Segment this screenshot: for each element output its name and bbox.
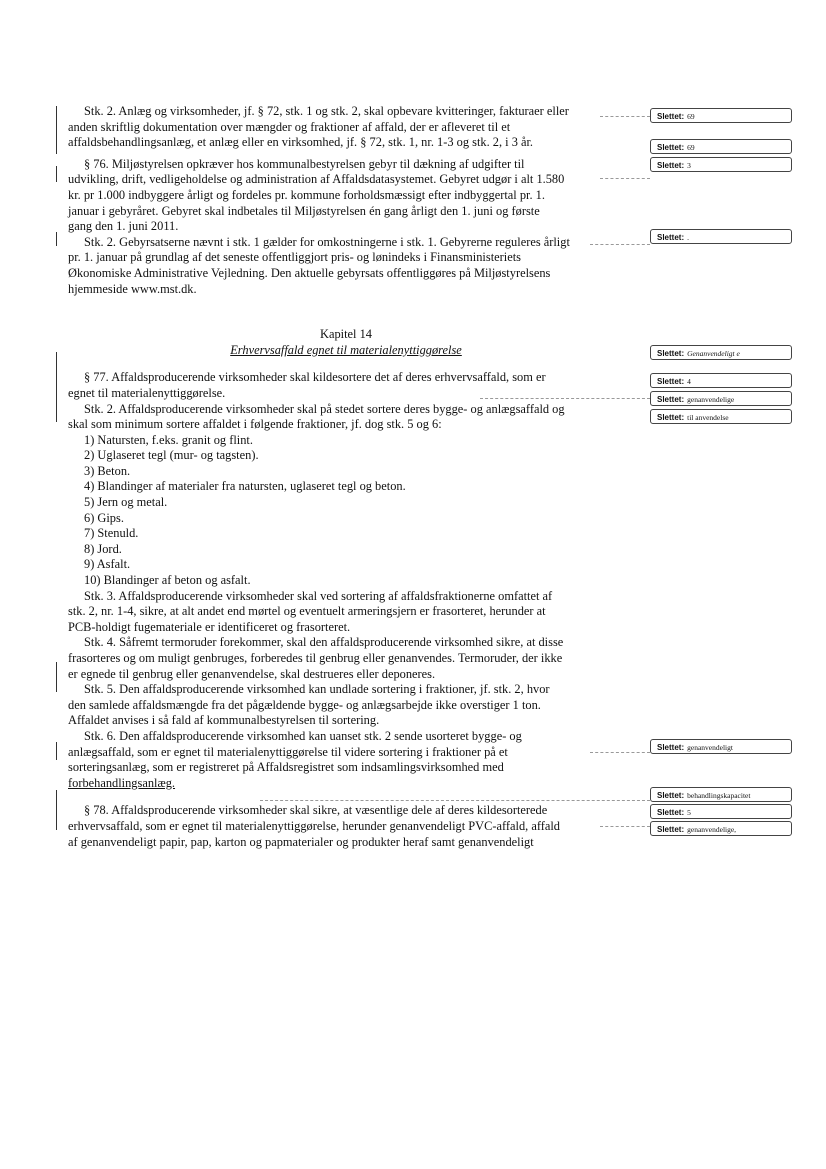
deletion-comment[interactable] (650, 157, 792, 172)
paragraph-line: den samlede affaldsmængde fra det pågældende bygge- og anlægsarbejde ikke overstiger 1 ton. (68, 697, 541, 712)
paragraph-line: Stk. 4. Såfremt termoruder forekommer, skal den affaldsproducerende virksomhed sikre, at disse (84, 635, 564, 650)
deletion-comment[interactable] (650, 409, 792, 424)
comment-connector (590, 244, 650, 245)
paragraph-line: Stk. 5. Den affaldsproducerende virksomhed kan undlade sortering i fraktioner, jf. stk. 2, hvor (84, 682, 550, 697)
paragraph-line: Stk. 2. Anlæg og virksomheder, jf. § 72, stk. 1 og stk. 2, skal opbevare kvitteringer, fakturaer eller (84, 104, 569, 118)
change-bar (56, 106, 57, 154)
comment-connector (600, 116, 650, 117)
paragraph-line: stk. 2, nr. 1-4, sikre, at alt andet end mørtel og eventuelt armeringsjern er frasorteret, herunder at (68, 604, 546, 619)
paragraph-line: skal som minimum sortere affaldet i følgende fraktioner, jf. dog stk. 5 og 6: (68, 417, 442, 432)
paragraph-line: § 77. Affaldsproducerende virksomheder skal kildesortere det af deres erhvervsaffald, som er (84, 370, 546, 385)
change-bar (56, 166, 57, 182)
fraction-item: 9) Asfalt. (84, 557, 131, 572)
deletion-comment[interactable] (650, 739, 792, 754)
comment-label: Slettet: (657, 112, 685, 121)
paragraph-line: anlægsaffald, som er egnet til materialenyttiggørelse til videre sortering i fraktioner på et (68, 744, 508, 759)
change-bar (56, 790, 57, 830)
paragraph-line: pr. 1. januar på grundlag af det seneste offentliggjort pris- og lønindeks i Finansministeriets (68, 250, 521, 265)
comment-value: 5 (687, 808, 691, 817)
paragraph-line: anden skriftlig dokumentation over mængder og fraktioner af affald, der er afleveret til et (68, 119, 511, 134)
paragraph-line: § 76. Miljøstyrelsen opkræver hos kommunalbestyrelsen gebyr til dækning af udgifter til (84, 156, 525, 171)
comment-label: Slettet: (657, 349, 685, 358)
deletion-comment[interactable] (650, 787, 792, 802)
comment-connector (600, 178, 650, 179)
fraction-item: 8) Jord. (84, 541, 122, 556)
paragraph-line: affaldsbehandlingsanlæg, et anlæg eller en virksomhed, jf. § 72, stk. 1, nr. 1-3 og stk. 2, i 3 år. (68, 135, 534, 150)
comment-connector (260, 800, 650, 801)
deletion-comment[interactable] (650, 108, 792, 123)
paragraph-line: egnet til materialenyttiggørelse. (68, 385, 226, 400)
comment-connector (590, 752, 650, 753)
fraction-item: 10) Blandinger af beton og asfalt. (84, 573, 251, 588)
paragraph-line: af genanvendeligt papir, pap, karton og papmaterialer og produkter heraf samt genanvendeligt (68, 834, 534, 849)
comment-label: Slettet: (657, 233, 685, 242)
paragraph-line: Stk. 2. Gebyrsatserne nævnt i stk. 1 gælder for omkostningerne i stk. 1. Gebyrerne reguleres årligt (84, 234, 570, 249)
change-bar (56, 742, 57, 760)
comment-connector (480, 398, 650, 399)
comment-value: Genanvendeligt e (687, 349, 740, 358)
fraction-item: 4) Blandinger af materialer fra natursten, uglaseret tegl og beton. (84, 479, 406, 494)
deletion-comment[interactable] (650, 345, 792, 360)
comment-label: Slettet: (657, 825, 685, 834)
paragraph-line: udvikling, drift, vedligeholdelse og administration af Affaldsdatasystemet. Gebyret udgør i alt 1.580 (68, 172, 565, 187)
paragraph-line: kr. pr 1.000 indbyggere årligt og fordeles pr. kommune forholdsmæssigt efter indbyggertal pr. 1. (68, 187, 545, 202)
comment-label: Slettet: (657, 161, 685, 170)
comment-value: 4 (687, 377, 691, 386)
paragraph-line: hjemmeside www.mst.dk. (68, 281, 197, 296)
comment-label: Slettet: (657, 395, 685, 404)
comment-label: Slettet: (657, 791, 685, 800)
body-text (68, 104, 624, 850)
paragraph-line: sorteringsanlæg, som er registreret på Affaldsregistret som indsamlingsvirksomhed med (68, 760, 504, 775)
deletion-comment[interactable] (650, 229, 792, 244)
comment-value: genanvendeligt (687, 743, 733, 752)
deletion-comment[interactable] (650, 139, 792, 154)
fraction-item: 7) Stenuld. (84, 526, 139, 541)
paragraph-line: Stk. 3. Affaldsproducerende virksomheder skal ved sortering af affaldsfraktionerne omfattet af (84, 588, 553, 603)
paragraph-line: gang den 1. juni 2011. (68, 219, 179, 234)
comment-label: Slettet: (657, 413, 685, 422)
chapter-subtitle: Erhvervsaffald egnet til materialenyttiggørelse (230, 342, 462, 357)
fraction-item: 6) Gips. (84, 510, 124, 525)
comment-value: behandlingskapacitet (687, 791, 751, 800)
paragraph-line: Affaldet anvises i så fald af kommunalbestyrelsen til sortering. (68, 713, 380, 728)
comment-label: Slettet: (657, 808, 685, 817)
paragraph-line: Stk. 6. Den affaldsproducerende virksomhed kan uanset stk. 2 sende usorteret bygge- og (84, 728, 522, 743)
paragraph-line: § 78. Affaldsproducerende virksomheder skal sikre, at væsentlige dele af deres kildesorterede (84, 803, 548, 818)
fraction-item: 3) Beton. (84, 463, 131, 478)
comment-value: 69 (687, 143, 695, 152)
paragraph-line: forbehandlingsanlæg. (68, 775, 176, 790)
paragraph-line: PCB-holdigt fugemateriale er identificeret og frasorteret. (68, 619, 351, 634)
paragraph-line: frasorteres og om muligt genbruges, forberedes til genbrug eller genanvendes. Termoruder, der ikke (68, 651, 563, 665)
comment-value: . (687, 233, 689, 242)
paragraph-line: januar i gebyråret. Gebyret skal indbetales til Miljøstyrelsen én gang årligt den 1. juni og første (68, 203, 540, 218)
comment-connector (600, 826, 650, 827)
chapter-title: Kapitel 14 (320, 327, 372, 342)
paragraph-line: Stk. 2. Affaldsproducerende virksomheder skal på stedet sortere deres bygge- og anlægsaffald og (84, 401, 565, 416)
paragraph-line: erhvervsaffald, som er egnet til materialenyttiggørelse, herunder genanvendeligt PVC-affald, affald (68, 818, 561, 833)
deletion-comment[interactable] (650, 821, 792, 836)
change-bar (56, 662, 57, 692)
change-bar (56, 352, 57, 422)
comment-label: Slettet: (657, 743, 685, 752)
deletion-comment[interactable] (650, 804, 792, 819)
fraction-item: 5) Jern og metal. (84, 495, 168, 510)
paragraph-line: Økonomiske Administrative Vejledning. Den aktuelle gebyrsats offentliggøres på Miljøstyrelsens (68, 265, 551, 280)
comment-value: genanvendelige (687, 395, 735, 404)
change-bar (56, 232, 57, 246)
comment-value: 3 (687, 161, 691, 170)
deletion-comment[interactable] (650, 391, 792, 406)
comment-value: 69 (687, 112, 695, 121)
comment-value: genanvendelige, (687, 825, 737, 834)
fraction-item: 2) Uglaseret tegl (mur- og tagsten). (84, 448, 259, 463)
fraction-item: 1) Natursten, f.eks. granit og flint. (84, 432, 253, 447)
comment-label: Slettet: (657, 143, 685, 152)
paragraph-line: er egnede til genbrug eller genanvendelse, skal destrueres eller deponeres. (68, 666, 436, 681)
deletion-comment[interactable] (650, 373, 792, 388)
comment-value: til anvendelse (687, 413, 729, 422)
comment-label: Slettet: (657, 377, 685, 386)
